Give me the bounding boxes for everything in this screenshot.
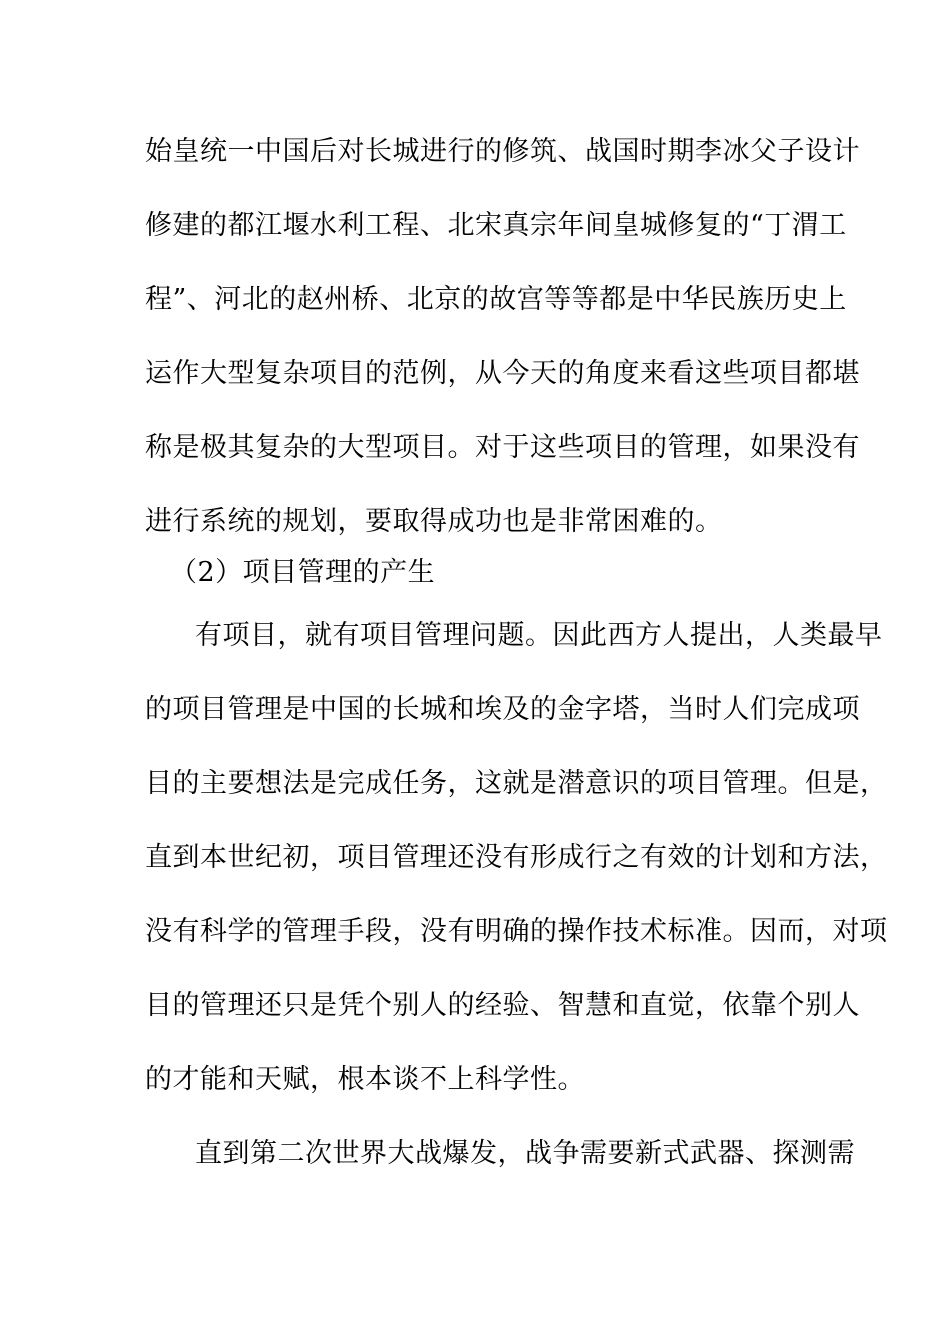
- text-line: 有项目，就有项目管理问题。因此西方人提出，人类最早: [195, 620, 883, 651]
- text-line: 始皇统一中国后对长城进行的修筑、战国时期李冰父子设计: [145, 136, 860, 167]
- text-line: 直到第二次世界大战爆发，战争需要新式武器、探测需: [195, 1138, 855, 1169]
- text-line: 没有科学的管理手段，没有明确的操作技术标准。因而，对项: [145, 916, 888, 947]
- text-line: 程”、河北的赵州桥、北京的故宫等等都是中华民族历史上: [145, 284, 847, 315]
- text-line: 的才能和天赋，根本谈不上科学性。: [145, 1064, 585, 1095]
- body-text: [145, 127, 888, 1203]
- text-line: 目的主要想法是完成任务，这就是潜意识的项目管理。但是，: [145, 768, 888, 799]
- text-line: 修建的都江堰水利工程、北宋真宗年间皇城修复的“丁渭工: [145, 210, 847, 241]
- text-line: 直到本世纪初，项目管理还没有形成行之有效的计划和方法，: [145, 842, 888, 873]
- text-line: 的项目管理是中国的长城和埃及的金字塔，当时人们完成项: [145, 694, 860, 725]
- text-line: 称是极其复杂的大型项目。对于这些项目的管理，如果没有: [145, 432, 860, 463]
- section-heading: （2）项目管理的产生: [170, 557, 436, 588]
- text-line: 运作大型复杂项目的范例，从今天的角度来看这些项目都堪: [145, 358, 860, 389]
- text-line: 进行系统的规划，要取得成功也是非常困难的。: [145, 506, 723, 537]
- text-line: 目的管理还只是凭个别人的经验、智慧和直觉，依靠个别人: [145, 990, 860, 1021]
